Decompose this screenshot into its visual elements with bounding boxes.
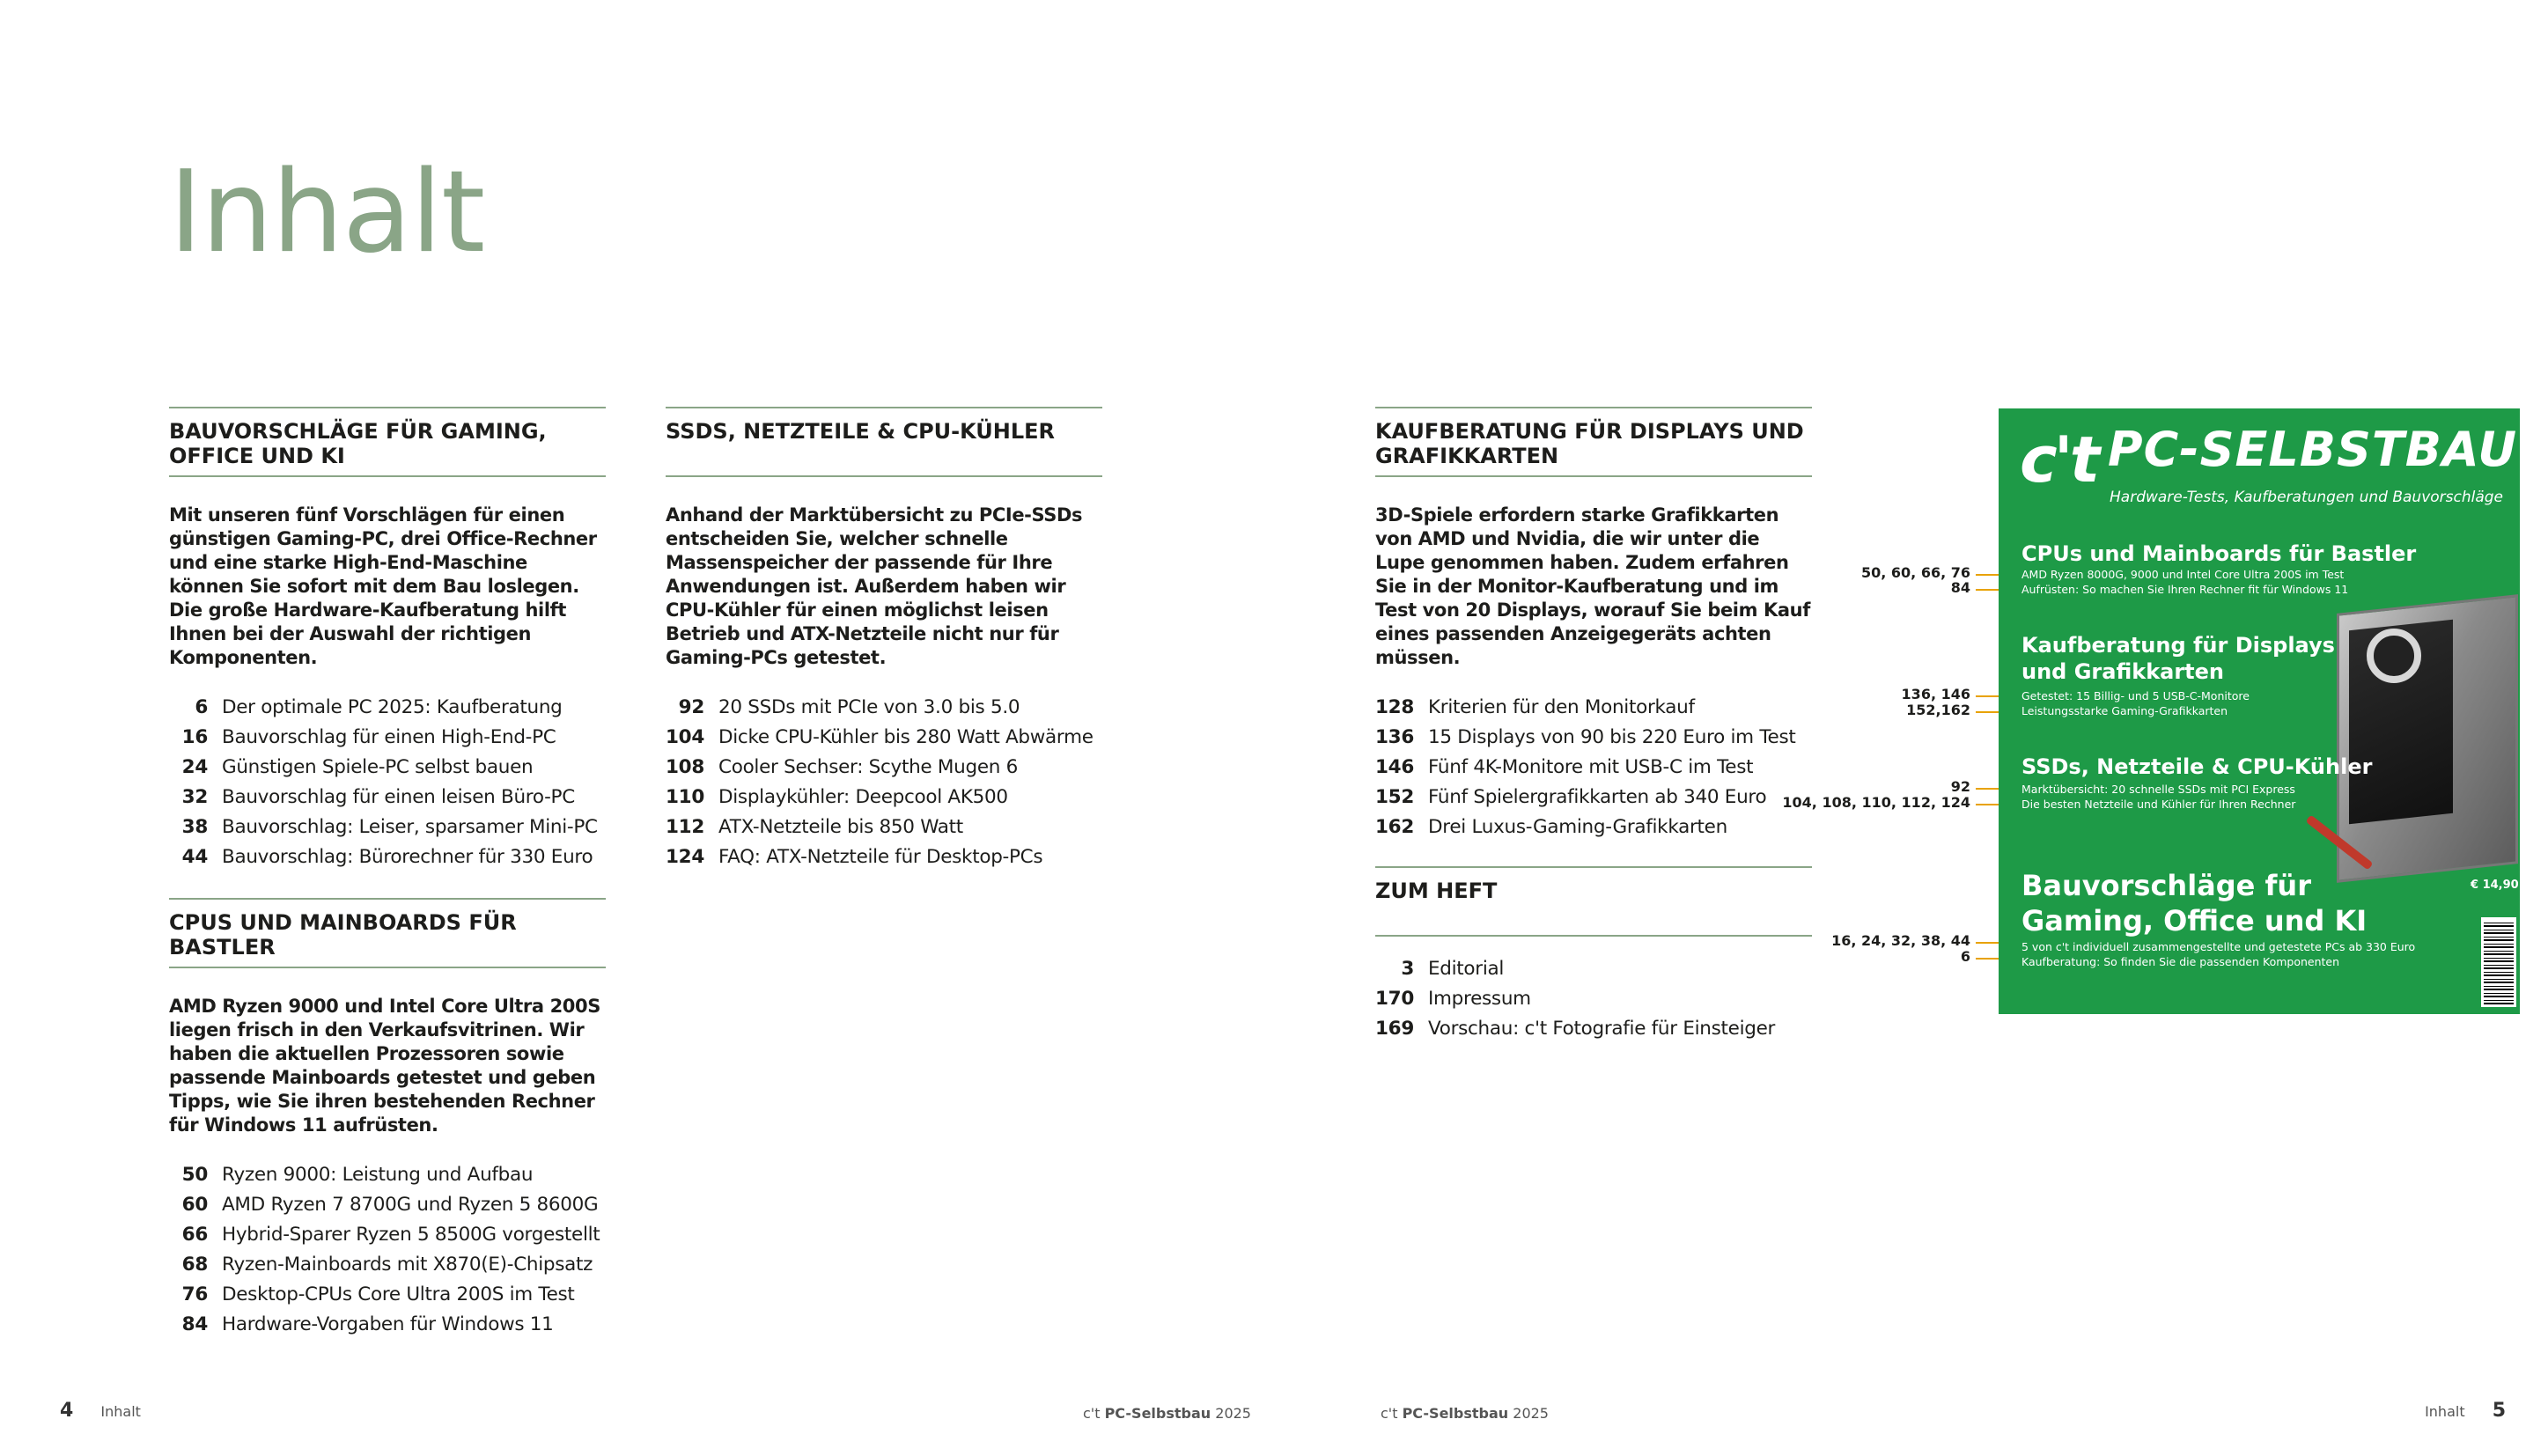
cover-headline: SSDs, Netzteile & CPU-Kühler xyxy=(2021,754,2373,779)
cover-callout: 16, 24, 32, 38, 44 xyxy=(1831,932,1970,949)
footer-mag-prefix: c't xyxy=(1083,1405,1101,1422)
toc-entry-label: Desktop-CPUs Core Ultra 200S im Test xyxy=(222,1283,575,1305)
toc-page-number: 44 xyxy=(181,846,208,868)
cover-subline: Aufrüsten: So machen Sie Ihren Rechner fit für Windows 11 xyxy=(2021,583,2349,596)
toc-entry-label: FAQ: ATX-Netzteile für Desktop-PCs xyxy=(718,846,1043,868)
toc-list xyxy=(169,693,606,872)
toc-entry-label: Vorschau: c't Fotografie für Einsteiger xyxy=(1428,1018,1776,1040)
toc-page-number: 66 xyxy=(181,1224,208,1246)
toc-page-number: 68 xyxy=(181,1254,208,1276)
toc-page-number: 38 xyxy=(181,816,208,838)
cpu-cooler-fan xyxy=(2367,629,2421,683)
toc-entry[interactable] xyxy=(666,842,1102,872)
section-displays xyxy=(1375,407,1812,842)
toc-entry[interactable] xyxy=(169,1310,606,1340)
toc-entry[interactable] xyxy=(169,842,606,872)
toc-page-number: 152 xyxy=(1375,786,1414,808)
section-cpus xyxy=(169,898,606,1340)
cover-callout: 104, 108, 110, 112, 124 xyxy=(1782,794,1970,811)
cover-callout: 92 xyxy=(1950,778,1970,795)
ct-logo: c't xyxy=(2020,423,2097,496)
toc-entry[interactable] xyxy=(169,1220,606,1250)
section-intro: AMD Ryzen 9000 und Intel Core Ultra 200S liegen frisch in den Verkaufsvitrinen. Wir haben die aktuellen Prozessoren sowie passende Mainboards getestet und geben Tipps, wie Sie ihren bestehenden Rechner für Windows 11 aufrüsten. xyxy=(169,996,600,1136)
cover-callout: 6 xyxy=(1960,948,1970,965)
toc-entry[interactable] xyxy=(666,813,1102,842)
toc-entry-label: Bauvorschlag für einen leisen Büro-PC xyxy=(222,786,575,808)
toc-list xyxy=(1375,954,1812,1044)
footer-mag-name: PC-Selbstbau xyxy=(1104,1405,1211,1422)
toc-entry-label: Fünf Spielergrafikkarten ab 340 Euro xyxy=(1428,786,1767,808)
cover-tagline: Hardware-Tests, Kaufberatungen und Bauvorschläge xyxy=(2110,489,2504,506)
footer-magazine-right xyxy=(1381,1405,1549,1422)
toc-entry-label: Günstigen Spiele-PC selbst bauen xyxy=(222,756,534,778)
toc-entry[interactable] xyxy=(1375,954,1812,984)
toc-page-number: 92 xyxy=(678,696,704,718)
toc-entry-label: 20 SSDs mit PCIe von 3.0 bis 5.0 xyxy=(718,696,1020,718)
cover-headline: und Grafikkarten xyxy=(2021,659,2225,684)
cover-headline: Kaufberatung für Displays xyxy=(2021,633,2335,658)
toc-entry[interactable] xyxy=(1375,1014,1812,1044)
toc-entry-label: Bauvorschlag für einen High-End-PC xyxy=(222,726,556,748)
toc-entry[interactable] xyxy=(169,783,606,813)
footer-mag-name: PC-Selbstbau xyxy=(1402,1405,1509,1422)
toc-entry[interactable] xyxy=(1375,693,1812,723)
footer-mag-year: 2025 xyxy=(1215,1405,1251,1422)
toc-page-number: 104 xyxy=(666,726,704,748)
cover-subline: Marktübersicht: 20 schnelle SSDs mit PCI Express xyxy=(2021,783,2295,796)
cover-subline: Leistungsstarke Gaming-Grafikkarten xyxy=(2021,704,2228,717)
toc-entry-label: Hardware-Vorgaben für Windows 11 xyxy=(222,1313,554,1335)
toc-page-number: 24 xyxy=(181,756,208,778)
toc-entry[interactable] xyxy=(666,723,1102,753)
toc-entry-label: Drei Luxus-Gaming-Grafikkarten xyxy=(1428,816,1727,838)
cover-subline: Die besten Netzteile und Kühler für Ihren Rechner xyxy=(2021,798,2296,811)
section-heading: CPUS UND MAINBOARDS FÜR BASTLER xyxy=(169,898,606,968)
barcode-icon xyxy=(2481,917,2516,1007)
toc-entry[interactable] xyxy=(666,753,1102,783)
toc-page-number: 124 xyxy=(666,846,704,868)
toc-entry[interactable] xyxy=(169,723,606,753)
cover-subline: Getestet: 15 Billig- und 5 USB-C-Monitore xyxy=(2021,689,2250,702)
toc-page-number: 136 xyxy=(1375,726,1414,748)
toc-entry[interactable] xyxy=(169,1280,606,1310)
toc-page-number: 84 xyxy=(181,1313,208,1335)
toc-entry-label: Kriterien für den Monitorkauf xyxy=(1428,696,1695,718)
page-number: 5 xyxy=(2492,1400,2506,1422)
section-intro: Mit unseren fünf Vorschlägen für einen günstigen Gaming-PC, drei Office-Rechner und eine starke High-End-Maschine können Sie sofort mit dem Bau loslegen. Die große Hardware-Kaufberatung hilft Ihnen bei der Auswahl der richtigen Komponenten. xyxy=(169,504,597,668)
cover-price: € 14,90 xyxy=(2471,879,2519,892)
magazine-cover xyxy=(1999,408,2520,1014)
toc-entry[interactable] xyxy=(1375,984,1812,1014)
toc-page-number: 108 xyxy=(666,756,704,778)
section-heading: KAUFBERATUNG FÜR DISPLAYS UND GRAFIKKARTEN xyxy=(1375,407,1812,477)
toc-entry[interactable] xyxy=(169,693,606,723)
toc-entry-label: Bauvorschlag: Leiser, sparsamer Mini-PC xyxy=(222,816,598,838)
footer-section-label: Inhalt xyxy=(100,1403,141,1420)
toc-entry[interactable] xyxy=(169,1160,606,1190)
cover-callout: 84 xyxy=(1950,579,1970,596)
cover-callout: 136, 146 xyxy=(1901,686,1970,702)
section-ssds xyxy=(666,407,1102,872)
toc-entry[interactable] xyxy=(1375,753,1812,783)
page-number: 4 xyxy=(60,1400,74,1422)
toc-page-number: 32 xyxy=(181,786,208,808)
toc-entry[interactable] xyxy=(1375,723,1812,753)
section-heading: ZUM HEFT xyxy=(1375,866,1812,937)
toc-page-number: 112 xyxy=(666,816,704,838)
toc-list xyxy=(169,1160,606,1340)
toc-entry-label: Ryzen 9000: Leistung und Aufbau xyxy=(222,1164,534,1186)
toc-page-number: 128 xyxy=(1375,696,1414,718)
section-gaming xyxy=(169,407,606,872)
section-heading: SSDS, NETZTEILE & CPU-KÜHLER xyxy=(666,407,1102,477)
toc-entry-label: Editorial xyxy=(1428,958,1505,980)
toc-entry-label: Bauvorschlag: Bürorechner für 330 Euro xyxy=(222,846,593,868)
toc-entry-label: Dicke CPU-Kühler bis 280 Watt Abwärme xyxy=(718,726,1094,748)
footer-left xyxy=(60,1400,141,1422)
toc-entry[interactable] xyxy=(169,813,606,842)
footer-section-label: Inhalt xyxy=(2425,1403,2465,1420)
toc-page-number: 16 xyxy=(181,726,208,748)
toc-page-number: 76 xyxy=(181,1283,208,1305)
toc-page-number: 60 xyxy=(181,1194,208,1216)
cover-callout: 152,162 xyxy=(1906,702,1970,718)
section-intro: 3D-Spiele erfordern starke Grafikkarten von AMD und Nvidia, die wir unter die Lupe genommen haben. Zudem erfahren Sie in der Monitor-Kaufberatung und im Test von 20 Displays, worauf Sie beim Kauf eines passenden Anzeigegeräts achten müssen. xyxy=(1375,504,1810,668)
toc-page-number: 170 xyxy=(1375,988,1414,1010)
toc-entry[interactable] xyxy=(666,783,1102,813)
toc-entry-label: 15 Displays von 90 bis 220 Euro im Test xyxy=(1428,726,1796,748)
footer-right xyxy=(2425,1400,2506,1422)
toc-page-number: 6 xyxy=(195,696,208,718)
toc-page-number: 3 xyxy=(1401,958,1414,980)
cover-headline: CPUs und Mainboards für Bastler xyxy=(2021,541,2417,566)
cover-subline: Kaufberatung: So finden Sie die passenden Komponenten xyxy=(2021,955,2340,968)
section-heading: BAUVORSCHLÄGE FÜR GAMING, OFFICE UND KI xyxy=(169,407,606,477)
toc-entry[interactable] xyxy=(666,693,1102,723)
toc-entry[interactable] xyxy=(1375,813,1812,842)
toc-page-number: 169 xyxy=(1375,1018,1414,1040)
cover-headline: Gaming, Office und KI xyxy=(2021,904,2368,938)
cover-subline: 5 von c't individuell zusammengestellte und getestete PCs ab 330 Euro xyxy=(2021,940,2416,953)
toc-page-number: 110 xyxy=(666,786,704,808)
toc-page-number: 50 xyxy=(181,1164,208,1186)
section-heft xyxy=(1375,866,1812,1044)
section-intro: Anhand der Marktübersicht zu PCIe-SSDs entscheiden Sie, welcher schnelle Massenspeicher der passende für Ihre Anwendungen ist. Außerdem haben wir CPU-Kühler für einen möglichst leisen Betrieb und ATX-Netzteile nicht nur für Gaming-PCs getestet. xyxy=(666,504,1083,668)
toc-entry[interactable] xyxy=(169,753,606,783)
toc-entry-label: Fünf 4K-Monitore mit USB-C im Test xyxy=(1428,756,1754,778)
toc-entry[interactable] xyxy=(1375,783,1812,813)
toc-entry-label: Der optimale PC 2025: Kaufberatung xyxy=(222,696,563,718)
toc-entry-label: Ryzen-Mainboards mit X870(E)-Chipsatz xyxy=(222,1254,593,1276)
toc-entry-label: Impressum xyxy=(1428,988,1531,1010)
cover-headline: Bauvorschläge für xyxy=(2021,869,2311,902)
toc-entry-label: ATX-Netzteile bis 850 Watt xyxy=(718,816,963,838)
toc-page-number: 162 xyxy=(1375,816,1414,838)
toc-entry[interactable] xyxy=(169,1250,606,1280)
cover-subline: AMD Ryzen 8000G, 9000 und Intel Core Ultra 200S im Test xyxy=(2021,568,2345,581)
toc-entry-label: AMD Ryzen 7 8700G und Ryzen 5 8600G xyxy=(222,1194,599,1216)
toc-entry-label: Displaykühler: Deepcool AK500 xyxy=(718,786,1008,808)
footer-mag-prefix: c't xyxy=(1381,1405,1398,1422)
cover-callout: 50, 60, 66, 76 xyxy=(1860,564,1970,581)
footer-mag-year: 2025 xyxy=(1513,1405,1549,1422)
toc-entry[interactable] xyxy=(169,1190,606,1220)
toc-list xyxy=(1375,693,1812,842)
page-title: Inhalt xyxy=(169,147,485,278)
toc-list xyxy=(666,693,1102,872)
footer-magazine-left xyxy=(1083,1405,1251,1422)
toc-page-number: 146 xyxy=(1375,756,1414,778)
toc-entry-label: Cooler Sechser: Scythe Mugen 6 xyxy=(718,756,1018,778)
toc-entry-label: Hybrid-Sparer Ryzen 5 8500G vorgestellt xyxy=(222,1224,600,1246)
cover-brand: PC-SELBSTBAU xyxy=(2108,422,2518,477)
